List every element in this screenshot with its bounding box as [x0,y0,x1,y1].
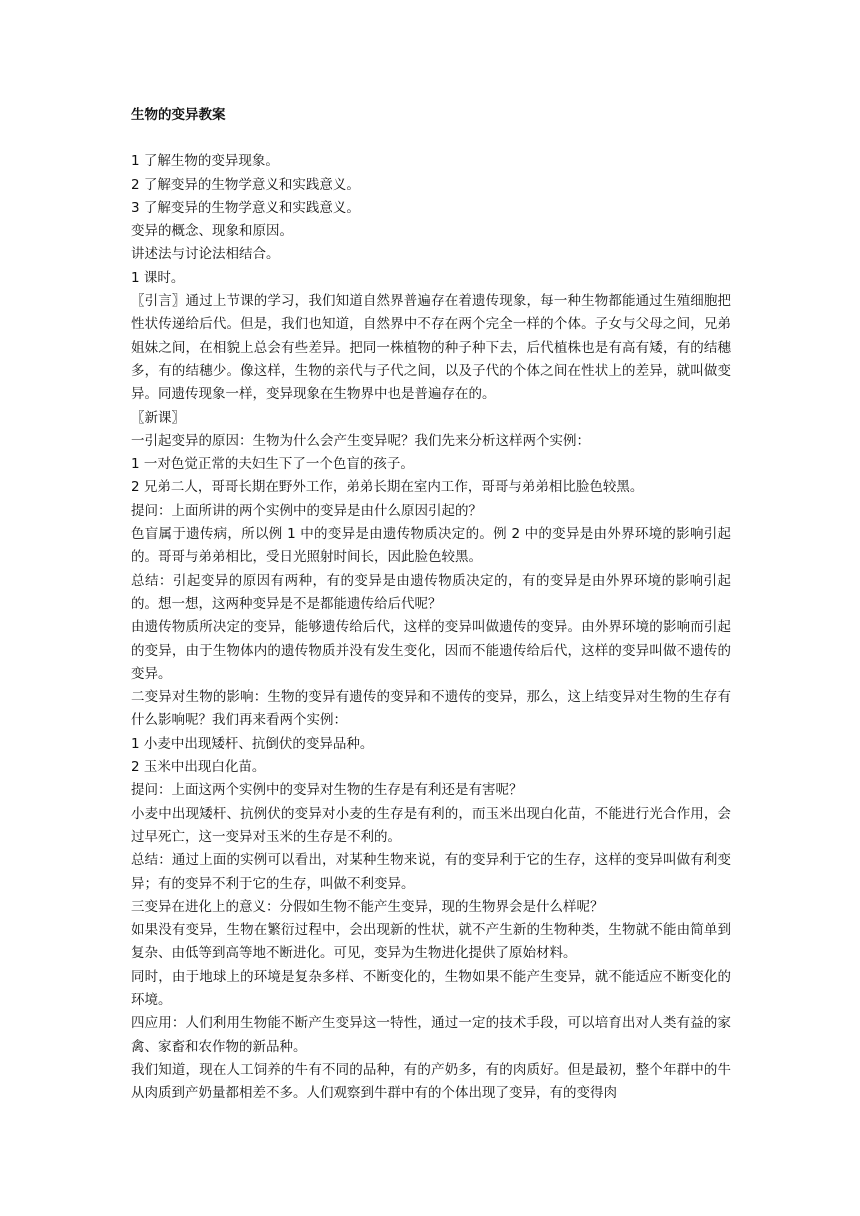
paragraph: 1 一对色觉正常的夫妇生下了一个色盲的孩子。 [131,456,414,473]
paragraph: 一引起变异的原因：生物为什么会产生变异呢？我们先来分析这样两个实例： [131,432,590,449]
paragraph: 二变异对生物的影响：生物的变异有遗传的变异和不遗传的变异，那么，这上结变异对生物的生存有什么影响呢？我们再来看两个实例： [131,689,731,729]
paragraph: 变异的概念、现象和原因。 [131,223,293,240]
paragraph: 三变异在进化上的意义：分假如生物不能产生变异，现的生物界会是什么样呢？ [131,898,604,915]
paragraph: 由遗传物质所决定的变异，能够遗传给后代，这样的变异叫做遗传的变异。由外界环境的影响而引起的变异，由于生物体内的遗传物质并没有发生变化，因而不能遗传给后代，这样的变异叫做不遗传的变异。 [131,619,731,682]
paragraph: 总结：通过上面的实例可以看出，对某种生物来说，有的变异利于它的生存，这样的变异叫做有利变异；有的变异不利于它的生存，叫做不利变异。 [131,852,731,892]
paragraph: 色盲属于遗传病，所以例 1 中的变异是由遗传物质决定的。例 2 中的变异是由外界环境的影响引起的。哥哥与弟弟相比，受日光照射时间长，因此脸色较黑。 [131,526,731,566]
paragraph: 提问：上面所讲的两个实例中的变异是由什么原因引起的？ [131,502,482,519]
paragraph: 如果没有变异，生物在繁衍过程中，会出现新的性状，就不产生新的生物种类，生物就不能由简单到复杂、由低等到高等地不断进化。可见，变异为生物进化提供了原始材料。 [131,922,731,962]
paragraph: 2 了解变异的生物学意义和实践意义。 [131,176,360,193]
paragraph: 我们知道，现在人工饲养的牛有不同的品种，有的产奶多，有的肉质好。但是最初，整个年群中的牛从肉质到产奶量都相差不多。人们观察到牛群中有的个体出现了变异，有的变得肉 [131,1061,731,1102]
paragraph: 讲述法与讨论法相结合。 [131,246,280,263]
document-title: 生物的变异教案 [131,107,226,123]
paragraph: 同时，由于地球上的环境是复杂多样、不断变化的，生物如果不能产生变异，就不能适应不断变化的环境。 [131,968,731,1008]
paragraph: 〖新课〗 [131,409,185,426]
paragraph: 2 玉米中出现白化苗。 [131,759,266,776]
document-body [131,150,731,1105]
document-page [131,104,731,1105]
paragraph: 小麦中出现矮杆、抗例伏的变异对小麦的生存是有利的，而玉米出现白化苗，不能进行光合作用，会过早死亡，这一变异对玉米的生存是不利的。 [131,805,731,845]
paragraph: 1 小麦中出现矮杆、抗倒伏的变异品种。 [131,735,374,752]
paragraph: 1 课时。 [131,269,185,286]
paragraph: 提问：上面这两个实例中的变异对生物的生存是有利还是有害呢？ [131,782,523,799]
paragraph: 3 了解变异的生物学意义和实践意义。 [131,199,360,216]
paragraph: 2 兄弟二人，哥哥长期在野外工作，弟弟长期在室内工作，哥哥与弟弟相比脸色较黑。 [131,479,644,496]
paragraph: 1 了解生物的变异现象。 [131,153,279,170]
paragraph: 〖引言〗通过上节课的学习，我们知道自然界普遍存在着遗传现象，每一种生物都能通过生殖细胞把性状传递给后代。但是，我们也知道，自然界中不存在两个完全一样的个体。子女与父母之间，兄弟姐妹之间，在相貌上总会有些差异。把同一株植物的种子种下去，后代植株也是有高有矮，有的结穗多，有的结穗少。像这样，生物的亲代与子代之间，以及子代的个体之间在性状上的差异，就叫做变异。同遗传现象一样，变异现象在生物界中也是普遍存在的。 [131,293,731,403]
paragraph: 总结：引起变异的原因有两种，有的变异是由遗传物质决定的，有的变异是由外界环境的影响引起的。想一想，这两种变异是不是都能遗传给后代呢？ [131,572,731,612]
paragraph: 四应用：人们利用生物能不断产生变异这一特性，通过一定的技术手段，可以培育出对人类有益的家禽、家畜和农作物的新品种。 [131,1015,731,1055]
